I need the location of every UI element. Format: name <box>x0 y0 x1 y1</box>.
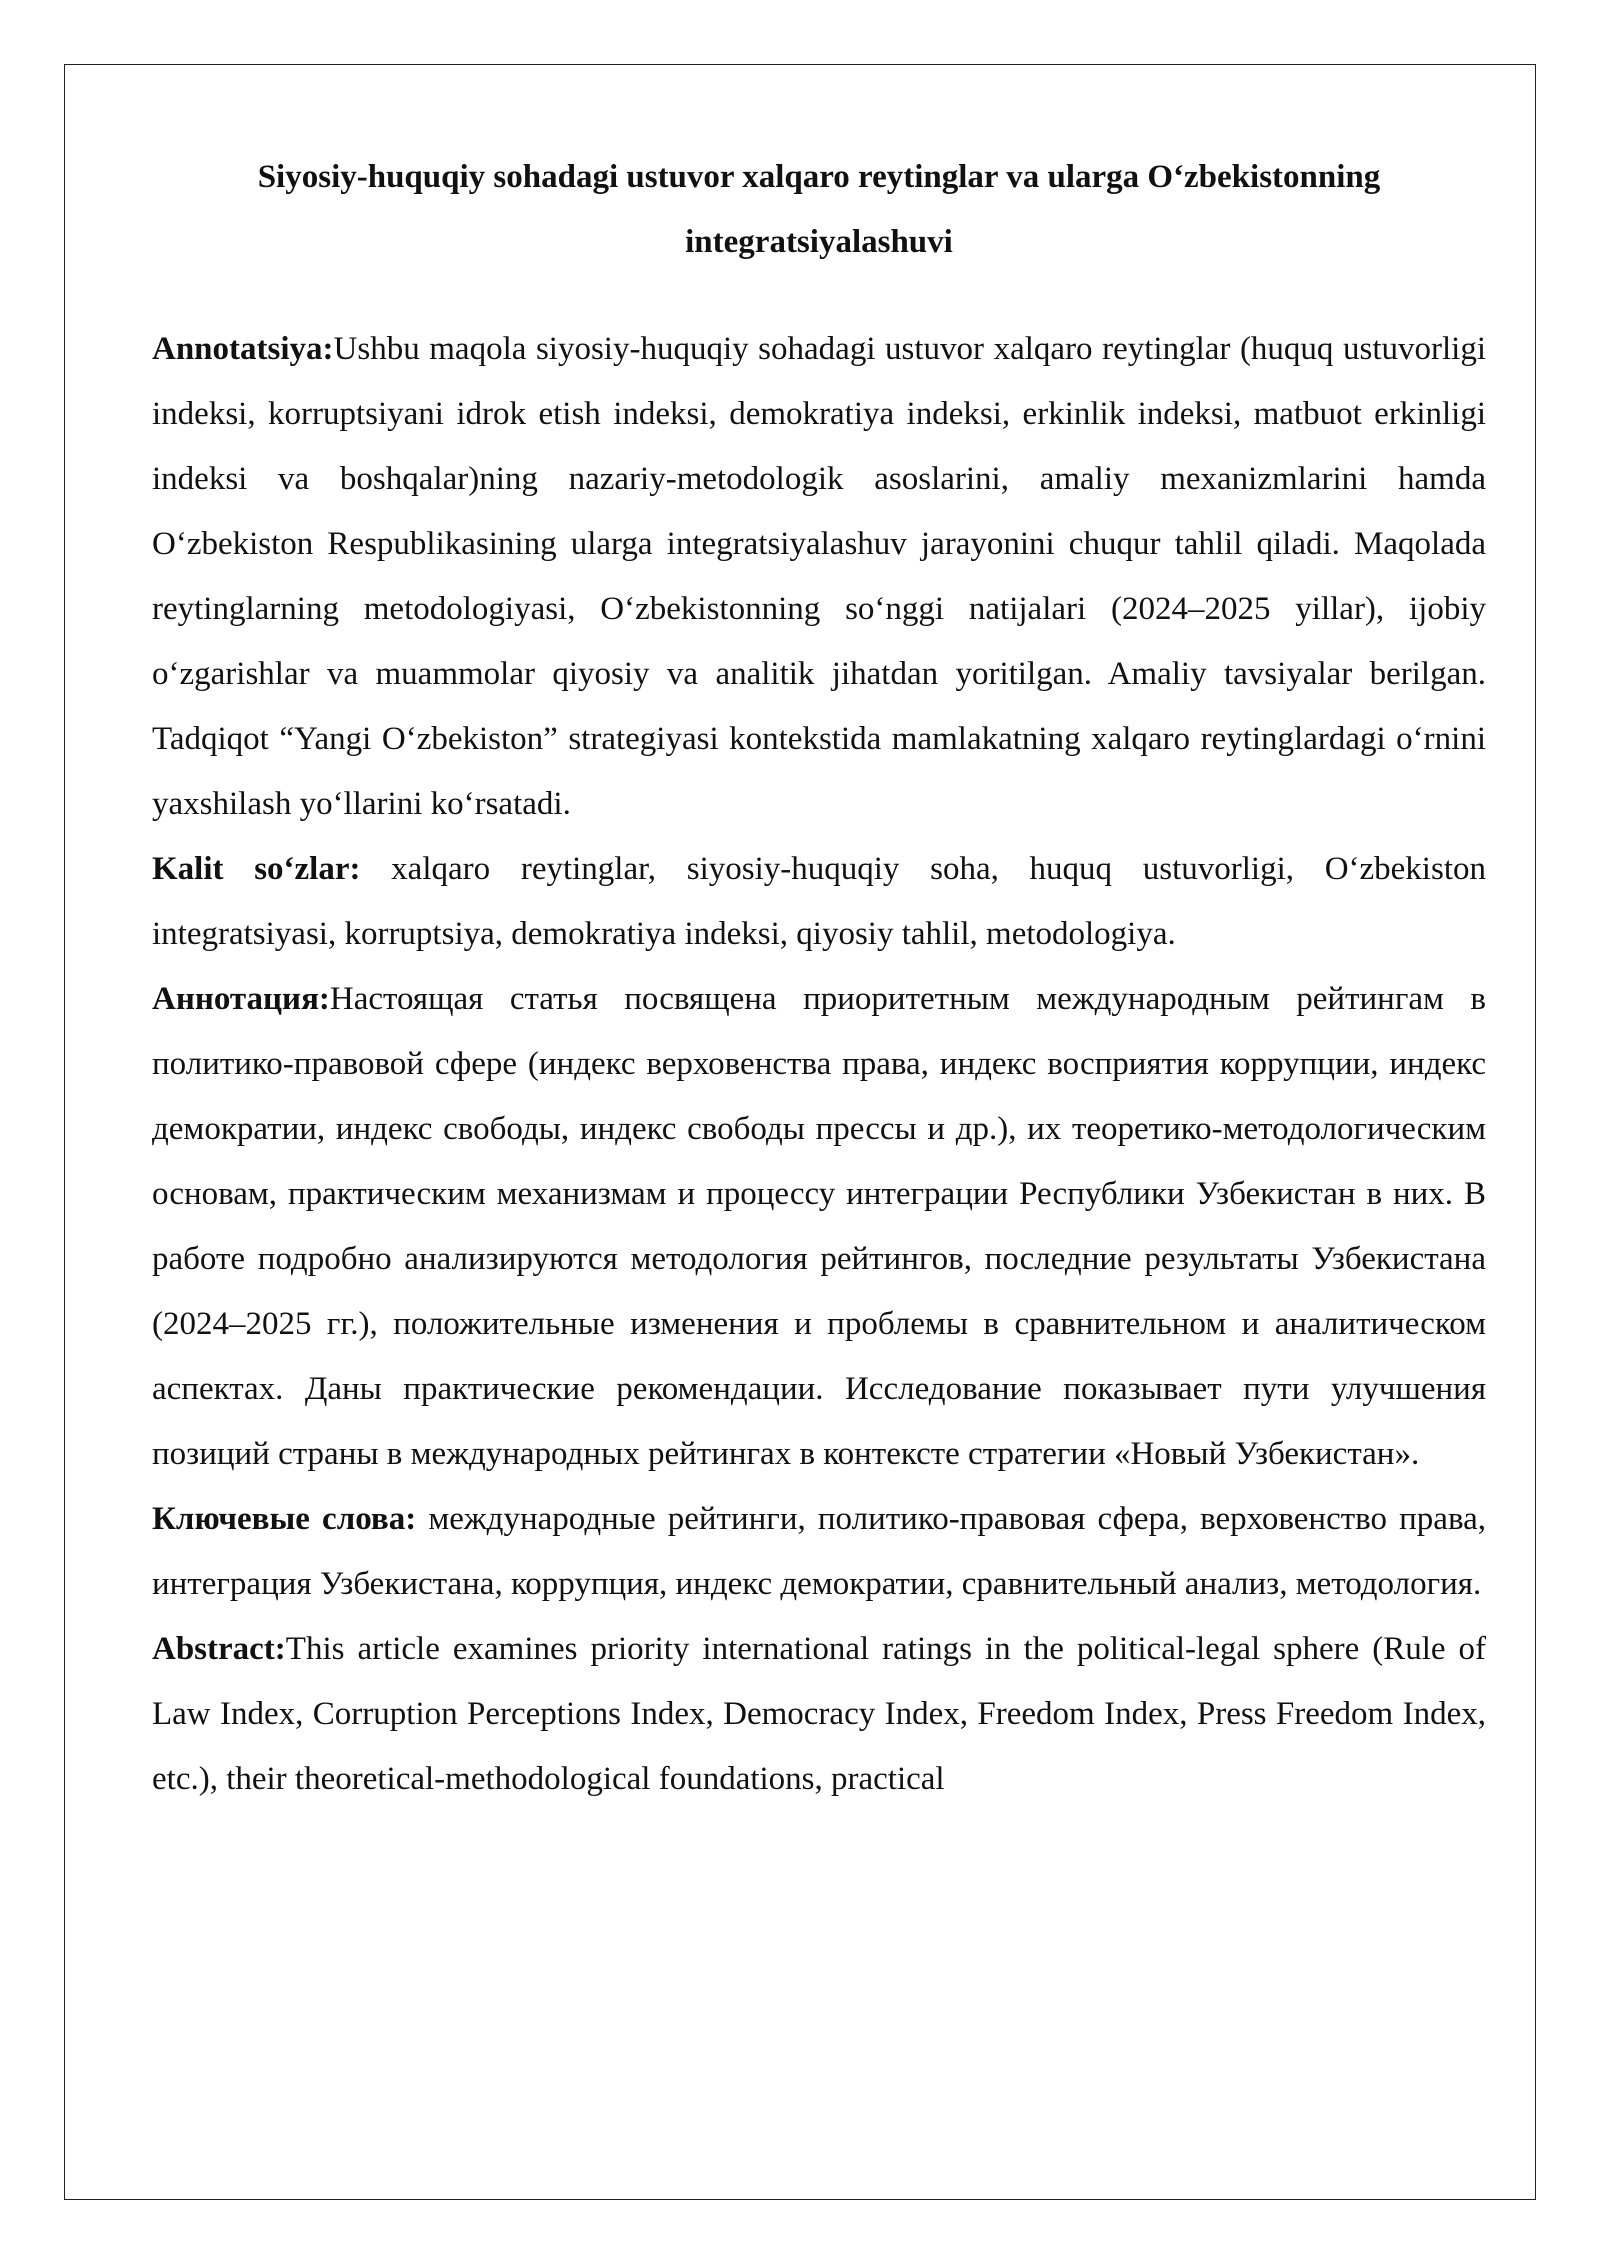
abstract-english-text: This article examines priority international ratings in the political-legal sphere (Rule of Law Index, Corruption Perceptions Index, Democracy Index, Freedom Index, Press Freedom Index, etc.), their theoretical-methodological foundations, practical <box>152 1631 1486 1797</box>
annotation-russian-label: Аннотация: <box>152 981 330 1017</box>
annotation-russian <box>152 967 1486 1487</box>
abstract-english-label: Abstract: <box>152 1631 286 1667</box>
keywords-russian-text: международные рейтинги, политико-правовая сфера, верховенство права, интеграция Узбекистана, коррупция, индекс демократии, сравнительный анализ, методология. <box>152 1501 1486 1602</box>
keywords-uzbek-text: xalqaro reytinglar, siyosiy-huquqiy soha, huquq ustuvorligi, O‘zbekiston integratsiyasi, korruptsiya, demokratiya indeksi, qiyosiy tahlil, metodologiya. <box>152 851 1486 952</box>
annotation-uzbek-label: Annotatsiya: <box>152 331 334 367</box>
title-line-2: integratsiyalashuvi <box>685 224 953 260</box>
keywords-russian <box>152 1487 1486 1617</box>
annotation-russian-text: Настоящая статья посвящена приоритетным международным рейтингам в политико-правовой сфере (индекс верховенства права, индекс восприятия коррупции, индекс демократии, индекс свободы, индекс свободы прессы и др.), их теоретико-методологическим основам, практическим механизмам и процессу интеграции Республики Узбекистан в них. В работе подробно анализируются методология рейтингов, последние результаты Узбекистана (2024–2025 гг.), положительные изменения и проблемы в сравнительном и аналитическом аспектах. Даны практические рекомендации. Исследование показывает пути улучшения позиций страны в международных рейтингах в контексте стратегии «Новый Узбекистан». <box>152 981 1486 1472</box>
keywords-uzbek <box>152 837 1486 967</box>
annotation-uzbek-text: Ushbu maqola siyosiy-huquqiy sohadagi ustuvor xalqaro reytinglar (huquq ustuvorligi indeksi, korruptsiyani idrok etish indeksi, demokratiya indeksi, erkinlik indeksi, matbuot erkinligi indeksi va boshqalar)ning nazariy-metodologik asoslarini, amaliy mexanizmlarini hamda O‘zbekiston Respublikasining ularga integratsiyalashuv jarayonini chuqur tahlil qiladi. Maqolada reytinglarning metodologiyasi, O‘zbekistonning so‘nggi natijalari (2024–2025 yillar), ijobiy o‘zgarishlar va muammolar qiyosiy va analitik jihatdan yoritilgan. Amaliy tavsiyalar berilgan. Tadqiqot “Yangi O‘zbekiston” strategiyasi kontekstida mamlakatning xalqaro reytinglardagi o‘rnini yaxshilash yo‘llarini ko‘rsatadi. <box>152 331 1486 822</box>
keywords-russian-label: Ключевые слова: <box>152 1501 417 1537</box>
title-spacer <box>152 275 1486 317</box>
keywords-uzbek-label: Kalit so‘zlar: <box>152 851 361 887</box>
annotation-uzbek <box>152 317 1486 837</box>
title-line-1: Siyosiy-huquqiy sohadagi ustuvor xalqaro reytinglar va ularga O‘zbekistonning <box>257 159 1381 195</box>
page-content <box>152 145 1486 1812</box>
abstract-english <box>152 1617 1486 1812</box>
article-title <box>152 145 1486 275</box>
